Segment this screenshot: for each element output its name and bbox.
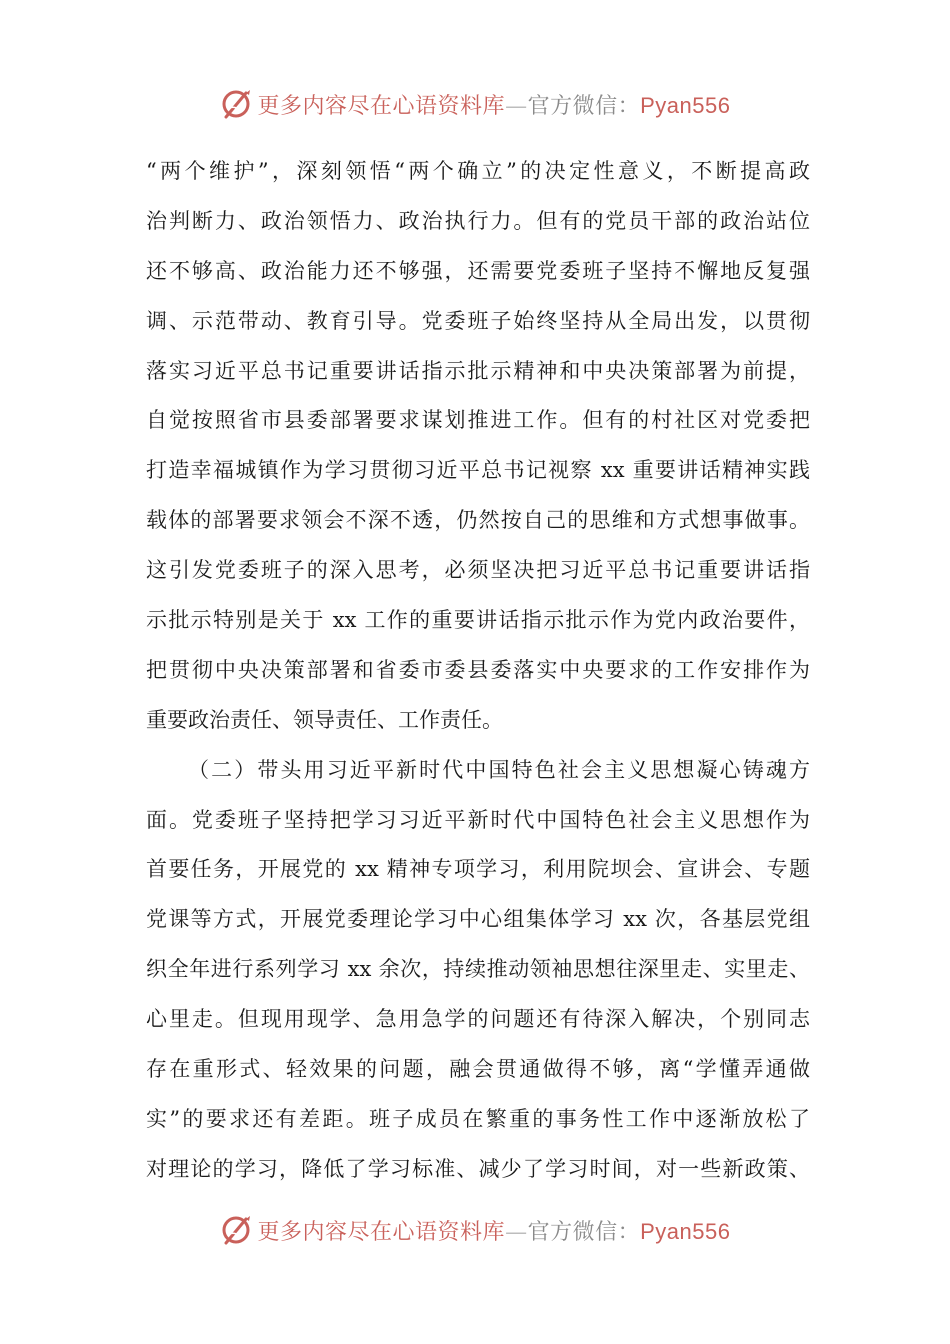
- text-line: 载体的部署要求领会不深不透，仍然按自己的思维和方式想事做事。: [146, 508, 810, 533]
- footer-banner: [0, 1208, 950, 1252]
- pen-logo-icon: [220, 87, 254, 121]
- header-banner: [0, 82, 950, 126]
- text-line: 调、示范带动、教育引导。党委班子始终坚持从全局出发，以贯彻: [146, 308, 810, 333]
- footer-text: [258, 1215, 731, 1246]
- text-line: 把贯彻中央决策部署和省委市委县委落实中央要求的工作安排作为: [146, 657, 810, 682]
- text-line: 心里走。但现用现学、急用急学的问题还有待深入解决，个别同志: [146, 1007, 810, 1032]
- text-line: 面。党委班子坚持把学习习近平新时代中国特色社会主义思想作为: [146, 807, 810, 832]
- text-line: 存在重形式、轻效果的问题，融会贯通做得不够，离“学懂弄通做: [146, 1057, 810, 1082]
- text-line: 这引发党委班子的深入思考，必须坚决把习近平总书记重要讲话指: [146, 558, 810, 583]
- text-line: 还不够高、政治能力还不够强，还需要党委班子坚持不懈地反复强: [146, 258, 810, 283]
- text-line: “两个维护”，深刻领悟“两个确立”的决定性意义，不断提高政: [146, 159, 810, 183]
- text-line: 对理论的学习，降低了学习标准、减少了学习时间，对一些新政策、: [146, 1156, 810, 1181]
- header-dash: —: [505, 93, 528, 119]
- section-heading-line: （二）带头用习近平新时代中国特色社会主义思想凝心铸魂方: [188, 757, 810, 782]
- text-line: 首要任务，开展党的 xx 精神专项学习，利用院坝会、宣讲会、专题: [146, 857, 810, 882]
- text-line: 实”的要求还有差距。班子成员在繁重的事务性工作中逐渐放松了: [146, 1106, 810, 1131]
- document-body: [146, 147, 810, 1195]
- footer-dash: —: [505, 1219, 528, 1245]
- header-label: 官方微信：: [527, 93, 641, 119]
- text-line: 党课等方式，开展党委理论学习中心组集体学习 xx 次，各基层党组: [146, 907, 810, 932]
- text-line: 示批示特别是关于 xx 工作的重要讲话指示批示作为党内政治要件，: [146, 608, 810, 633]
- text-line: 治判断力、政治领悟力、政治执行力。但有的党员干部的政治站位: [146, 208, 810, 233]
- footer-main-text: 更多内容尽在心语资料库: [257, 1219, 506, 1245]
- header-text: [258, 89, 731, 120]
- header-wechat-id: Pyan556: [640, 92, 731, 118]
- text-line: 织全年进行系列学习 xx 余次，持续推动领袖思想往深里走、实里走、: [146, 957, 810, 982]
- text-line: 自觉按照省市县委部署要求谋划推进工作。但有的村社区对党委把: [146, 408, 810, 433]
- header-main-text: 更多内容尽在心语资料库: [257, 93, 506, 119]
- pen-logo-icon: [220, 1213, 254, 1247]
- footer-wechat-id: Pyan556: [640, 1218, 731, 1244]
- text-line: 落实习近平总书记重要讲话指示批示精神和中央决策部署为前提，: [146, 358, 810, 383]
- text-line: 打造幸福城镇作为学习贯彻习近平总书记视察 xx 重要讲话精神实践: [146, 458, 810, 483]
- text-line: 重要政治责任、领导责任、工作责任。: [146, 707, 503, 732]
- footer-label: 官方微信：: [527, 1219, 641, 1245]
